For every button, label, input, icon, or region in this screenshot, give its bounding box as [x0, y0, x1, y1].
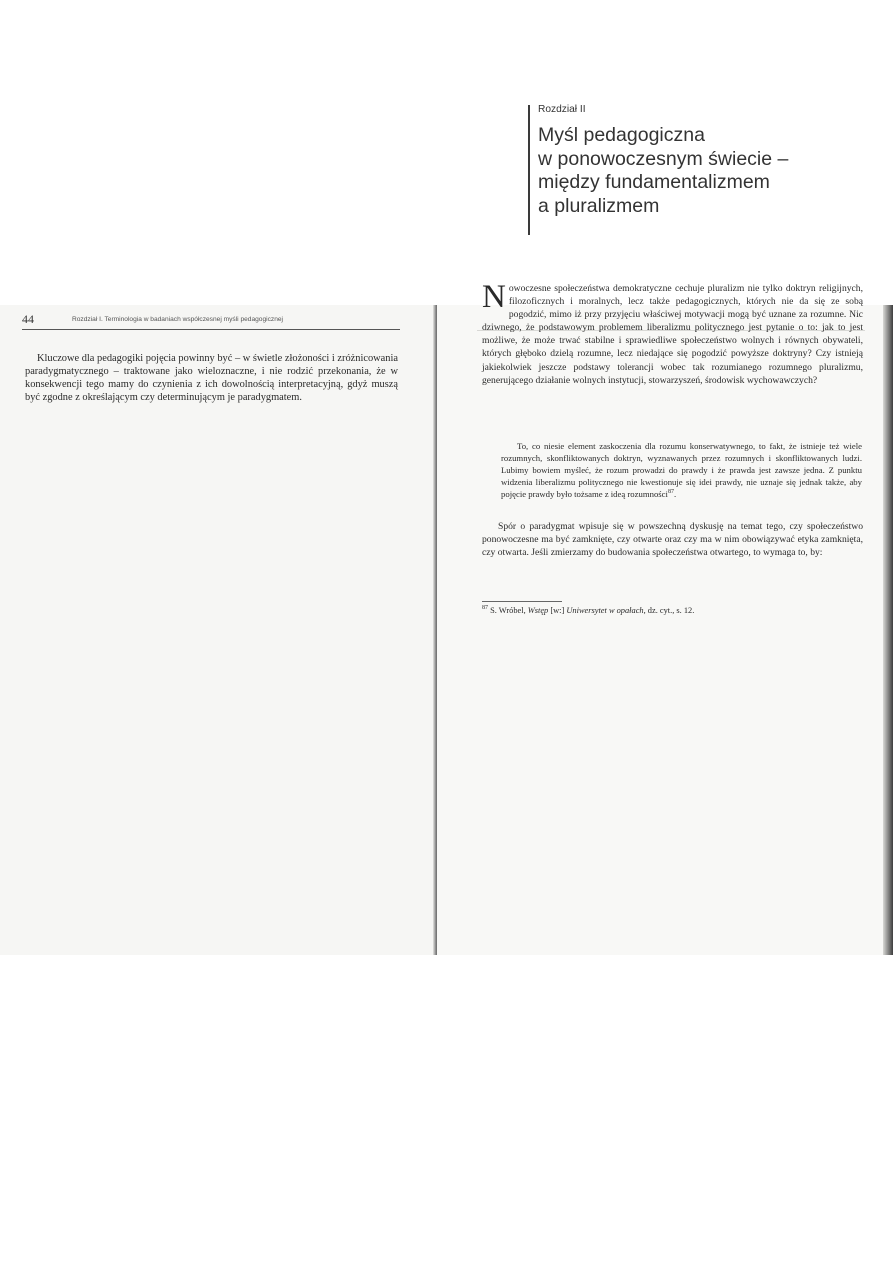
footnote-rule [482, 601, 562, 602]
chapter-title-line: między fundamentalizmem [538, 171, 770, 193]
footnote-tail: , dz. cyt., s. 12. [643, 606, 695, 615]
chapter-title-line: a pluralizmem [538, 194, 660, 217]
chapter-title-line: Myśl pedagogiczna [538, 124, 705, 146]
footnote [482, 605, 863, 617]
footnote-number: 87 [482, 605, 488, 612]
right-page [437, 305, 884, 955]
book-spread [0, 305, 893, 955]
footnote-ref: 87 [667, 489, 674, 496]
page-number: 44 [22, 312, 34, 326]
footnote-title: Wstęp [527, 606, 549, 615]
left-page [0, 305, 437, 955]
body-paragraph: Kluczowe dla pedagogiki pojęcia powinny być – w świetle złożoności i zróżnicowania paradygmatycznego – traktowane jako wieloznaczne, i nie rodzić przekonania, że w konsekwencji tego mamy do czynienia z ich dowolnością interpretacyjną, gdyż muszą być zgodne z określającym czy determinującym je paradygmatem. [25, 353, 398, 404]
footnote-author: S. Wróbel, [490, 606, 526, 615]
quote-end: . [673, 489, 677, 500]
drop-cap: N [482, 279, 506, 315]
footnote-source: Uniwersytet w opałach [566, 606, 644, 615]
page-header [22, 310, 400, 330]
quote-text: To, co niesie element zaskoczenia dla rozumu konserwatywnego, to fakt, że istnieje też wiele rozumnych, skonfliktowanych doktryn, wyznawanych przez rozumnych i skonfliktowanych ludzi. Lubimy bowiem myśleć, że rozum prowadzi do prawdy i że prawda jest zawsze jedna. Z punktu widzenia liberalizmu politycznego nie kwestionuje się idei prawdy, nie uznaje się jednak także, aby pojęcie prawdy było tożsame z ideą rozumności [501, 441, 862, 500]
running-head: Rozdział I. Terminologia w badaniach współczesnej myśli pedagogicznej [72, 316, 283, 323]
chapter-title-line: w ponowoczesnym świecie – [538, 147, 789, 170]
chapter-label: Rozdział II [538, 104, 586, 115]
chapter-rule [528, 105, 530, 235]
body-paragraph [482, 279, 863, 387]
block-quote [501, 440, 862, 500]
footnote-in: [w:] [550, 606, 565, 615]
page-edge-shadow [883, 305, 893, 955]
paragraph-text: owoczesne społeczeństwa demokratyczne cechuje pluralizm nie tylko doktryn religijnych, filozoficznych i moralnych, lecz także pedagogicznych, których nie da się ze sobą pogodzić, mimo iż przy przyjęciu właściwej motywacji mogą być uznane za rozumne. Nic dziwnego, że podstawowym problemem liberalizmu politycznego jest pytanie o to: jak to jest możliwe, że może trwać stabilne i sprawiedliwe społeczeństwo wolnych i równych obywateli, których głęboko dzielą rozumne, lecz niedające się pogodzić powyższe doktryny? Czy istnieją jakiekolwiek jeszcze podstawy tolerancji wobec tak rozumianego rozumnego pluralizmu, generującego działanie wolnych instytucji, stowarzyszeń, środowisk wychowawczych? [482, 283, 863, 386]
chapter-title [538, 124, 868, 218]
body-paragraph: Spór o paradygmat wpisuje się w powszechną dyskusję na temat tego, czy społeczeństwo ponowoczesne ma być zamknięte, czy otwarte oraz czy ma w nim obowiązywać etyka zamknięta, czy otwarta. Jeśli zmierzamy do budowania społeczeństwa otwartego, to wymaga to, by: [482, 521, 863, 559]
